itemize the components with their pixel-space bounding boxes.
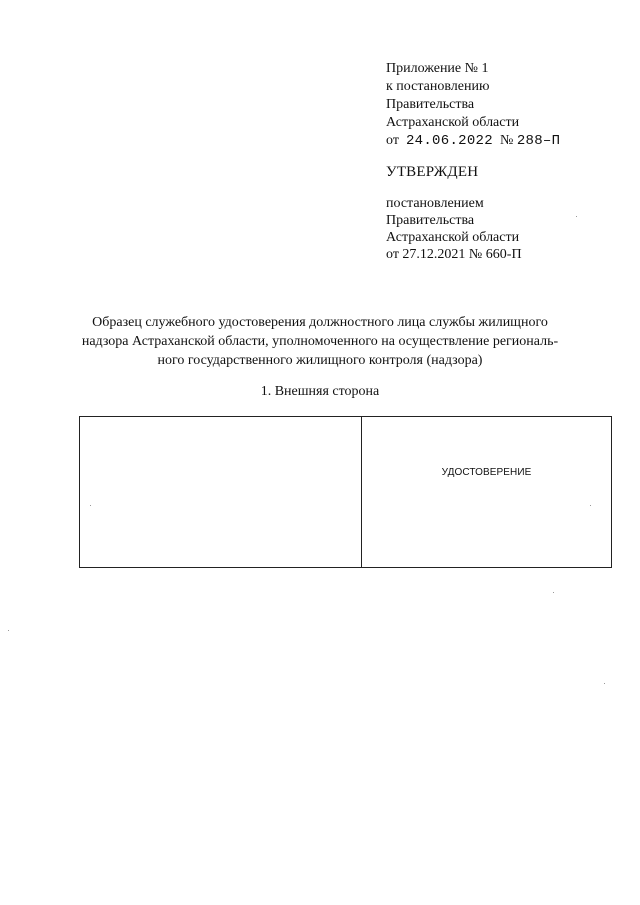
approved-line-1: постановлением [386, 196, 484, 211]
appendix-line-1: Приложение № 1 [386, 61, 489, 76]
appendix-line-4: Астраханской области [386, 115, 520, 130]
appendix-date: 24.06.2022 [405, 133, 493, 149]
certificate-left-panel [80, 417, 362, 567]
scan-speck [604, 683, 605, 684]
title-line-1: Образец служебного удостоверения должностного лица службы жилищного [92, 315, 548, 330]
scan-speck [553, 592, 554, 593]
approved-line-2: Правительства [386, 213, 475, 228]
title-line-2: надзора Астраханской области, уполномоченного на осуществление региональ- [81, 334, 559, 349]
approved-block [386, 164, 522, 263]
approved-line-4: от 27.12.2021 № 660-П [386, 247, 522, 262]
certificate-right-panel [362, 417, 611, 567]
approved-line-3: Астраханской области [386, 230, 520, 245]
appendix-number-prefix: № [499, 133, 514, 148]
appendix-date-line [386, 132, 560, 150]
certificate-outer-side [79, 416, 612, 568]
title-line-3: ного государственного жилищного контроля (надзора) [157, 353, 483, 368]
appendix-number: 288–П [516, 133, 561, 149]
section-heading: 1. Внешняя сторона [260, 384, 380, 399]
appendix-block [386, 60, 560, 150]
appendix-date-prefix: от [386, 133, 399, 148]
appendix-line-2: к постановлению [386, 79, 490, 94]
scan-speck [576, 216, 577, 217]
certificate-label: УДОСТОВЕРЕНИЕ [441, 467, 532, 478]
scan-speck [590, 505, 591, 506]
scan-speck [8, 630, 9, 631]
appendix-line-3: Правительства [386, 97, 475, 112]
approved-heading: УТВЕРЖДЕН [386, 164, 479, 180]
scan-speck [90, 505, 91, 506]
document-title [80, 313, 560, 370]
